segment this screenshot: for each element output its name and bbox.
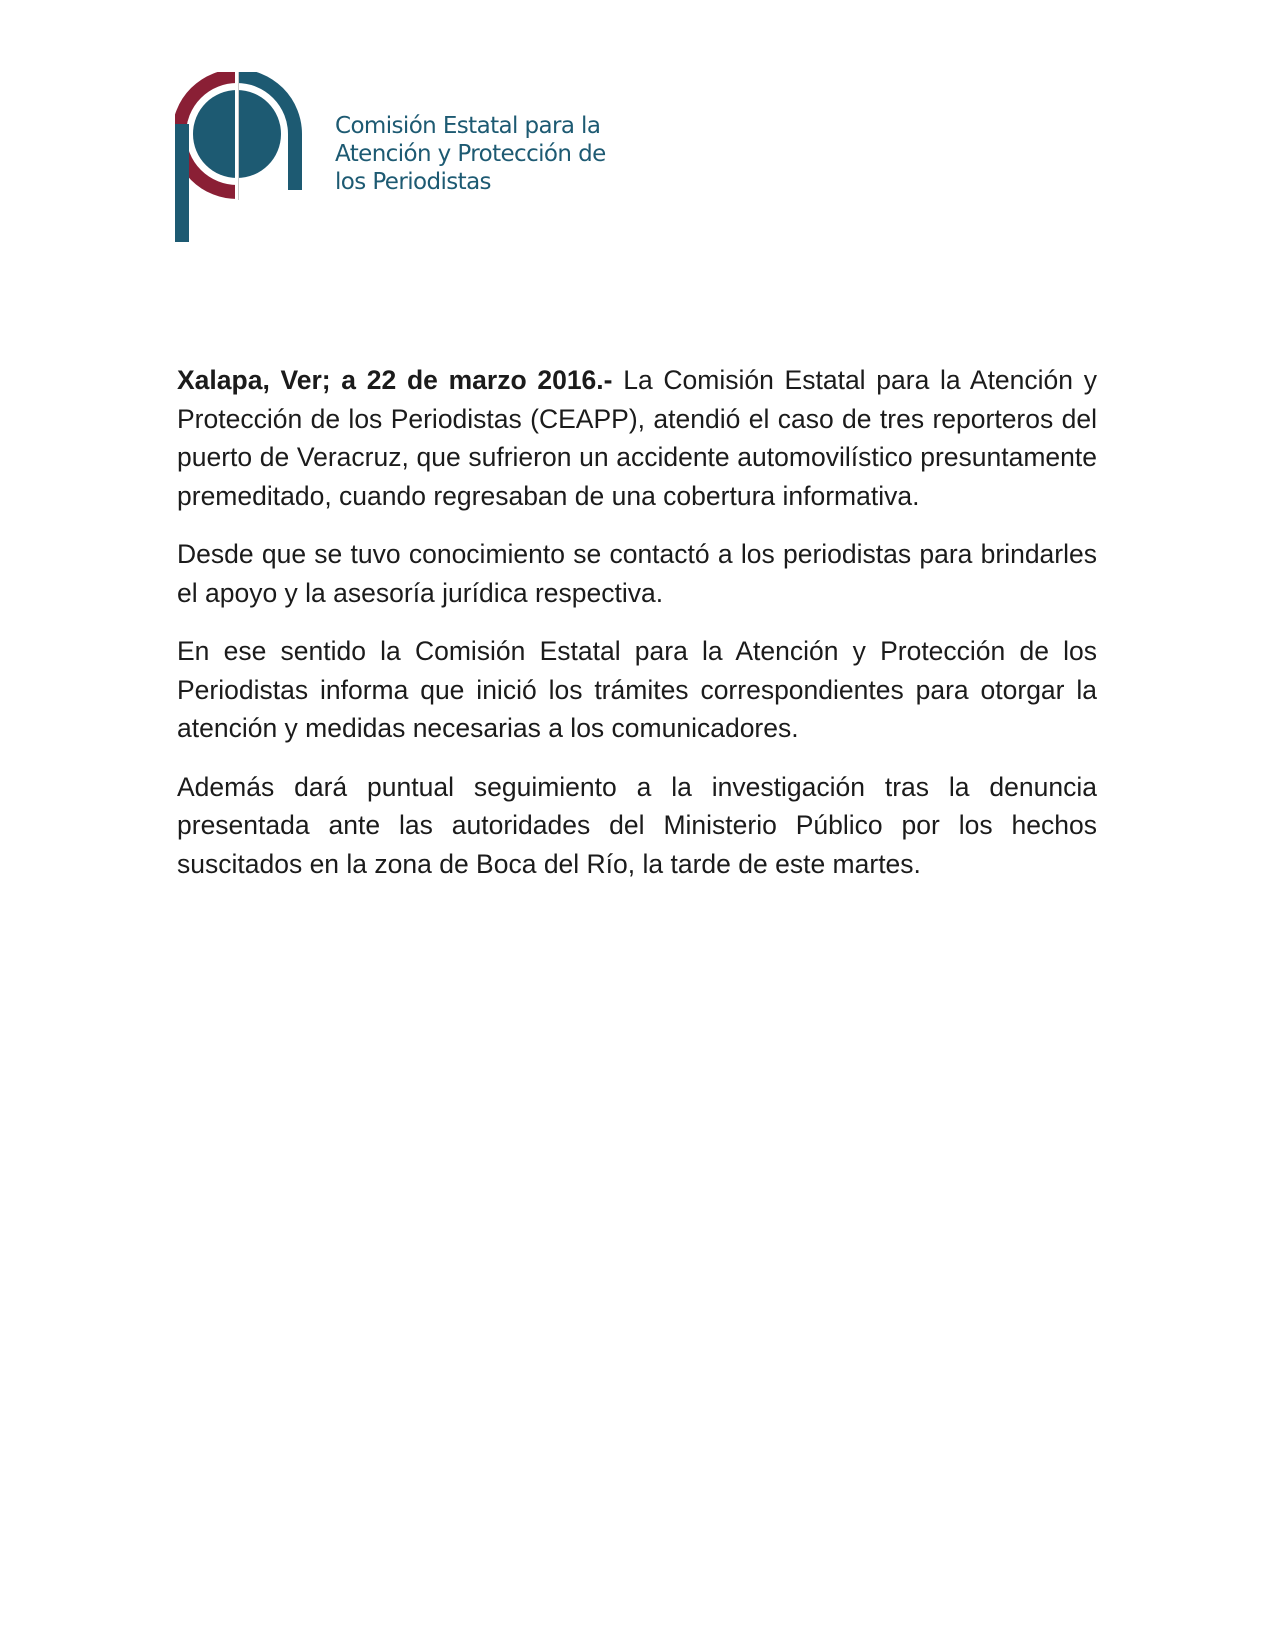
paragraph-4: Además dará puntual seguimiento a la investigación tras la denuncia presentada ante las autoridades del Ministerio Público por los hechos suscitados en la zona de Boca del Río, la tarde de este martes.	[177, 771, 1097, 879]
paragraph-3: En ese sentido la Comisión Estatal para la Atención y Protección de los Periodistas informa que inició los trámites correspondientes para otorgar la atención y medidas necesarias a los comunicadores.	[177, 636, 1097, 743]
logo-divider-shadow	[238, 72, 239, 200]
ceapp-logo-icon	[175, 72, 305, 242]
organization-name-line-3: los Periodistas	[335, 169, 491, 195]
organization-name-line-2: Atención y Protección de	[335, 141, 606, 167]
press-release-body	[177, 361, 1097, 903]
paragraph-1	[177, 361, 1097, 515]
letterhead	[175, 72, 695, 242]
paragraph-1-text: La Comisión Estatal para la Atención y Protección de los Periodistas (CEAPP), atendió el caso de tres reporteros del puerto de Veracruz, que sufrieron un accidente automovilístico presuntamente premeditado, cuando regresaban de una cobertura informativa.	[177, 365, 1097, 511]
logo-divider	[235, 72, 238, 200]
logo-stem	[175, 124, 189, 242]
dateline: Xalapa, Ver; a 22 de marzo 2016.-	[177, 365, 613, 395]
paragraph-2: Desde que se tuvo conocimiento se contactó a los periodistas para brindarles el apoyo y la asesoría jurídica respectiva.	[177, 539, 1097, 608]
organization-name-line-1: Comisión Estatal para la	[335, 113, 601, 139]
organization-name	[335, 112, 606, 196]
